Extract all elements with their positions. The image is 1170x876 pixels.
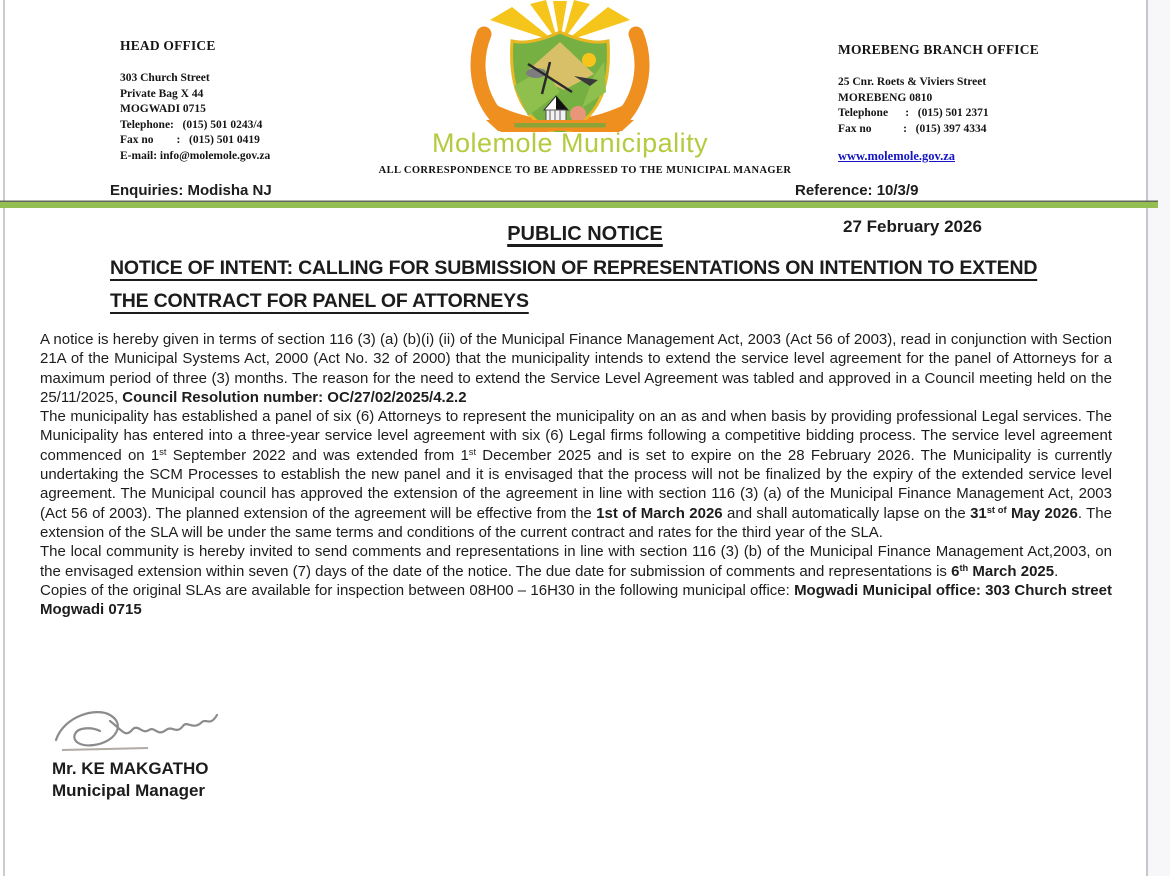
branch-office-line: MOREBENG 0810 — [838, 91, 933, 104]
signatory-title: Municipal Manager — [52, 780, 206, 800]
branch-office-block — [838, 42, 1039, 165]
page-edge-right — [1146, 0, 1148, 876]
head-office-line: E-mail: info@molemole.gov.za — [120, 149, 271, 162]
notice-date: 27 February 2026 — [843, 217, 982, 236]
notice-paragraph-4: Copies of the original SLAs are available for inspection between 08H00 – 16H30 in the following municipal office: Mogwadi Municipal office: 303 Church street Mogwadi 0715 — [40, 581, 1112, 619]
signature-scribble — [48, 700, 233, 758]
notice-paragraph-2: The municipality has established a panel of six (6) Attorneys to represent the municipality on an as and when basis by providing professional Legal services. The Municipality has entered into a three-year service level agreement with six (6) Legal firms following a competitive bidding process. The service level agreement commenced on 1st September 2022 and was extended from 1st December 2025 and is set to expire on the 28 February 2026. The Municipality is currently undertaking the SCM Processes to establish the new panel and it is envisaged that the process will not be finalized by the expiry of the extended service level agreement. The Municipal council has approved the extension of the agreement in line with section 116 (3) (a) of the Municipal Finance Management Act, 2003 (Act 56 of 2003). The planned extension of the agreement will be effective from the 1st of March 2026 and shall automatically lapse on the $31^{st of}$ May 2026. The extension of the SLA will be under the same terms and conditions of the current contract and rates for the third year of the SLA. — [40, 408, 1112, 541]
notice-paragraph-1: A notice is hereby given in terms of section 116 (3) (a) (b)(i) (ii) of the Municipal Finance Management Act, 2003 (Act 56 of 2003), read in conjunction with Section 21A of the Municipal Systems Act, 2000 (Act No. 32 of 2000) that the municipality intends to extend the service level agreement for the panel of Attorneys for a maximum period of three (3) months. The reason for the need to extend the Service Level Agreement was tabled and approved in a Council meeting held on the 25/11/2025, Council Resolution number: OC/27/02/2025/4.2.2 — [40, 331, 1112, 406]
notice-heading — [0, 223, 1170, 246]
notice-body — [40, 330, 1112, 619]
branch-office-title: MOREBENG BRANCH OFFICE — [838, 42, 1039, 57]
head-office-line: MOGWADI 0715 — [120, 103, 206, 116]
reference-label: Reference: 10/3/9 — [795, 182, 919, 199]
website-link[interactable]: www.molemole.gov.za — [838, 149, 955, 164]
head-office-line: Fax no : (015) 501 0419 — [120, 134, 260, 147]
notice-title: NOTICE OF INTENT: CALLING FOR SUBMISSION OF REPRESENTATIONS ON INTENTION TO EXTEND THE CONTRACT FOR PANEL OF ATTORNEYS — [110, 257, 1038, 312]
notice-heading-text: PUBLIC NOTICE — [507, 223, 663, 245]
branch-office-line: 25 Cnr. Roets & Viviers Street — [838, 76, 987, 88]
head-office-block — [120, 38, 270, 165]
branch-office-line: Telephone : (015) 501 2371 — [838, 107, 989, 120]
logo-motto-banner — [514, 123, 606, 128]
head-office-title: HEAD OFFICE — [120, 38, 216, 53]
logo-wordmark: Molemole Municipality — [432, 128, 709, 158]
correspondence-note: ALL CORRESPONDENCE TO BE ADDRESSED TO THE MUNICIPAL MANAGER — [378, 165, 792, 176]
head-office-line: Telephone: (015) 501 0243/4 — [120, 118, 263, 131]
municipality-logo — [432, 0, 709, 159]
signatory-name: Mr. KE MAKGATHO — [52, 759, 209, 778]
enquiries-label: Enquiries: Modisha NJ — [110, 182, 272, 199]
signatory-block — [52, 758, 208, 801]
municipality-crest-icon — [432, 0, 688, 132]
page-edge-strip — [1148, 0, 1170, 876]
branch-office-line: Fax no : (015) 397 4334 — [838, 122, 987, 135]
notice-paragraph-3: The local community is hereby invited to send comments and representations in line with section 116 (3) (b) of the Municipal Finance Management Act,2003, on the envisaged extension within seven (7) days of the date of the notice. The due date for submission of comments and representations is 6th March 2025. — [40, 543, 1112, 580]
header-separator — [0, 202, 1158, 208]
page-edge-left — [3, 0, 5, 876]
head-office-line: 303 Church Street — [120, 72, 210, 84]
head-office-line: Private Bag X 44 — [120, 87, 204, 100]
